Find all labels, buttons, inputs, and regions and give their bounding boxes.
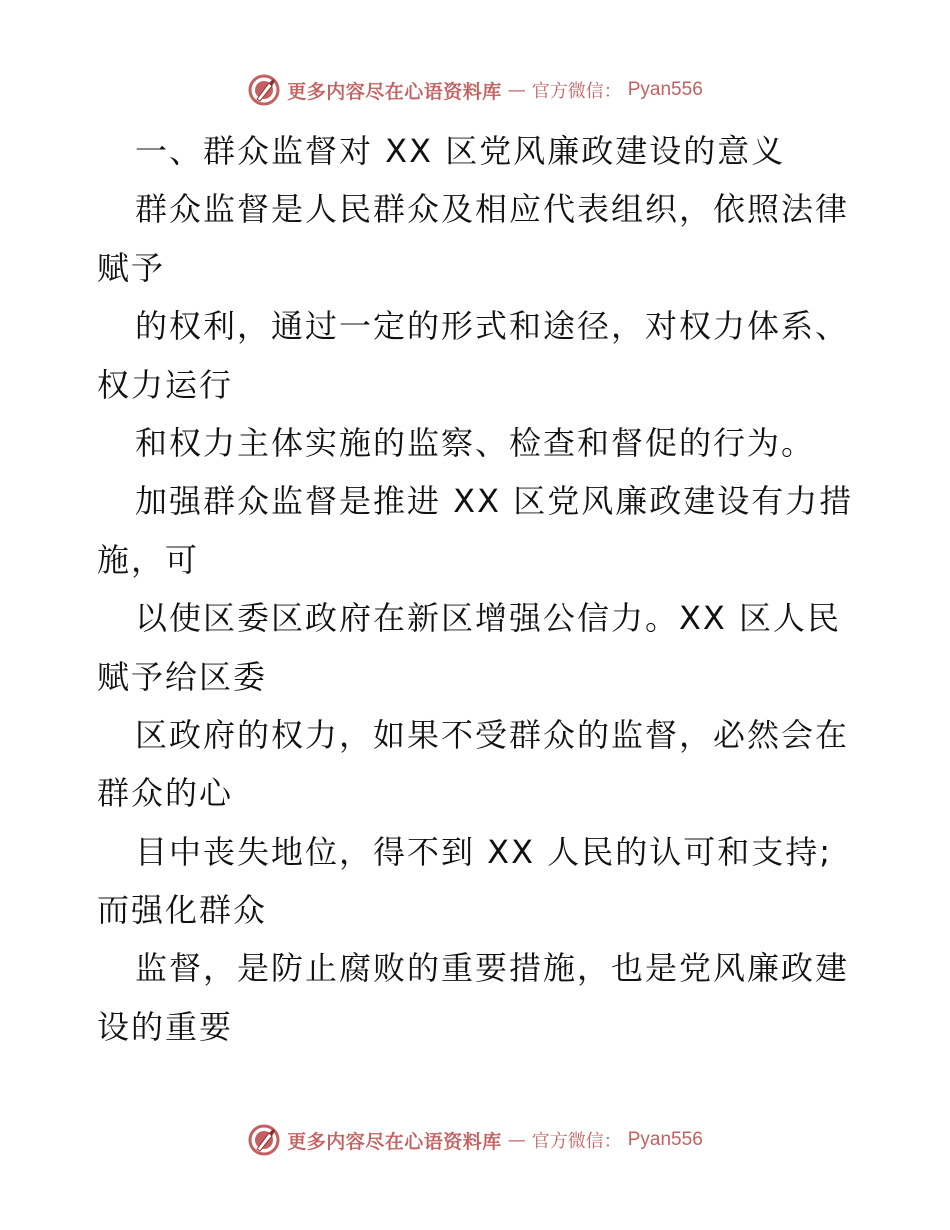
text-line: 赋予给区委 [97,657,268,696]
text-line: 群众监督是人民群众及相应代表组织，依照法律 [135,190,850,229]
banner-wechat-label: 官方微信： [531,1131,622,1152]
banner-dash: — [507,1129,526,1151]
banner-dash: — [507,79,526,101]
header-banner [0,70,950,110]
text-line: 监督，是防止腐败的重要措施，也是党风廉政建 [135,949,850,988]
text-line: 目中丧失地位，得不到 XX 人民的认可和支持; [135,832,832,871]
banner-wechat-id: Pyan556 [627,79,703,100]
banner-wechat-id: Pyan556 [627,1129,703,1150]
document-body [97,122,857,1056]
text-line: 群众的心 [97,774,234,813]
text-line: 和权力主体实施的监察、检查和督促的行为。 [135,423,816,462]
text-line: 赋予 [97,248,166,287]
text-line: 的权利，通过一定的形式和途径，对权力体系、 [135,307,850,346]
text-line: 区政府的权力，如果不受群众的监督，必然会在 [135,715,850,754]
banner-wechat-label: 官方微信： [531,81,622,102]
text-line: 以使区委区政府在新区增强公信力。XX 区人民 [135,599,842,638]
pen-logo-icon [247,1123,281,1157]
pen-logo-icon [247,73,281,107]
text-line: 加强群众监督是推进 XX 区党风廉政建设有力措 [135,482,854,521]
text-line: 设的重要 [97,1007,234,1046]
text-line: 权力运行 [97,365,234,404]
banner-brand-text: 更多内容尽在心语资料库 [287,1130,502,1153]
banner-brand-text: 更多内容尽在心语资料库 [287,80,502,103]
text-line: 而强化群众 [97,891,268,930]
text-line: 一、群众监督对 XX 区党风廉政建设的意义 [135,132,786,170]
footer-banner [0,1120,950,1160]
text-line: 施，可 [97,540,200,579]
